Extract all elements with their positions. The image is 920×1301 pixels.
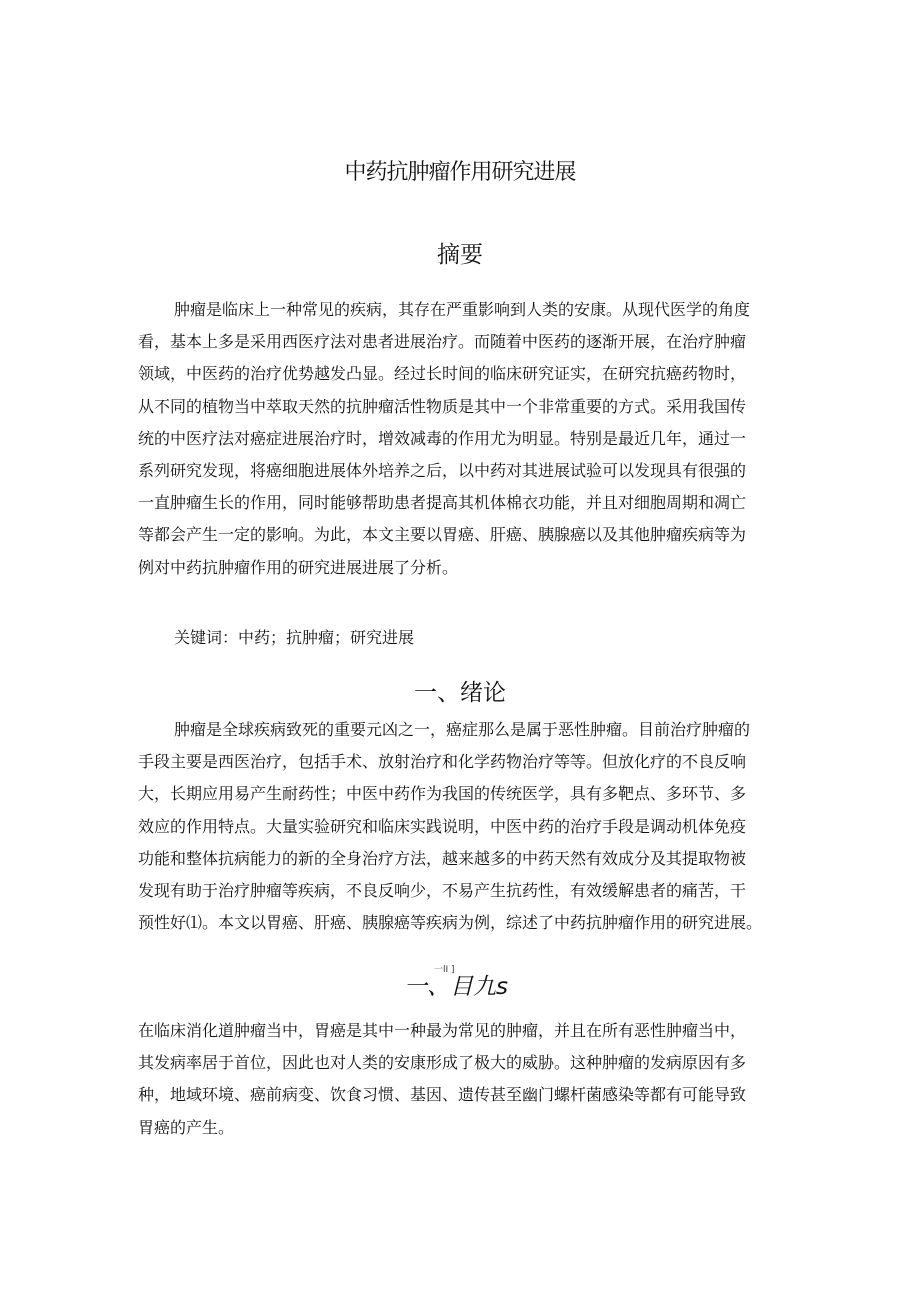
text-line: 种，地域环境、癌前病变、饮食习惯、基因、遗传甚至幽门螺杆菌感染等都有可能导致: [138, 1085, 747, 1105]
text-line: 功能和整体抗病能力的新的全身治疗方法，越来越多的中药天然有效成分及其提取物被: [138, 848, 747, 868]
text-line: 其发病率居于首位，因此也对人类的安康形成了极大的威胁。这种肿瘤的发病原因有多: [138, 1053, 747, 1073]
text-line: 一直肿瘤生长的作用，同时能够帮助患者提高其机体棉衣功能，并且对细胞周期和凋亡: [138, 493, 747, 513]
document-title: 中药抗肿瘤作用研究进展: [344, 160, 576, 185]
text-line: 在临床消化道肿瘤当中，胃癌是其中一种最为常见的肿瘤，并且在所有恶性肿瘤当中，: [138, 1021, 747, 1040]
text-line: 等都会产生一定的影响。为此，本文主要以胃癌、肝癌、胰腺癌以及其他肿瘤疾病等为: [138, 525, 747, 545]
text-line: 胃癌的产生。: [138, 1117, 235, 1137]
text-line: 手段主要是西医治疗，包括手术、放射治疗和化学药物治疗等等。但放化疗的不良反响: [138, 752, 747, 772]
abstract-heading: 摘要: [437, 242, 483, 268]
section-heading-text: 一、目九s: [404, 974, 508, 1000]
text-line: 系列研究发现，将癌细胞进展体外培养之后，以中药对其进展试验可以发现具有很强的: [138, 460, 747, 480]
section-heading-gastric-cancer: [404, 965, 508, 1001]
abstract-paragraph: [138, 294, 786, 584]
text-line: 领域，中医药的治疗优势越发凸显。经过长时间的临床研究证实，在研究抗癌药物时，: [138, 364, 747, 384]
text-line: 看，基本上多是采用西医疗法对患者进展治疗。而随着中医药的逐渐开展，在治疗肿瘤: [138, 332, 747, 352]
keywords-line: 关键词：中药；抗肿瘤；研究进展: [174, 628, 415, 647]
section-heading-introduction: 一、绪论: [414, 680, 506, 706]
text-line: 效应的作用特点。大量实验研究和临床实践说明，中医中药的治疗手段是调动机体免疫: [138, 816, 747, 836]
text-line: 从不同的植物当中萃取天然的抗肿瘤活性物质是其中一个非常重要的方式。采用我国传: [138, 396, 747, 416]
text-line: 预性好⑴。本文以胃癌、肝癌、胰腺癌等疾病为例，综述了中药抗肿瘤作用的研究进展。: [138, 913, 763, 933]
ocr-artifact: 一lI ]: [434, 965, 455, 975]
text-line: 肿瘤是全球疾病致死的重要元凶之一，癌症那么是属于恶性肿瘤。目前治疗肿瘤的: [174, 720, 751, 739]
text-line: 发现有助于治疗肿瘤等疾病，不良反响少，不易产生抗药性，有效缓解患者的痛苦，干: [138, 880, 747, 900]
text-line: 大，长期应用易产生耐药性；中医中药作为我国的传统医学，具有多靶点、多环节、多: [138, 784, 747, 804]
text-line: 统的中医疗法对癌症进展治疗时，增效减毒的作用尤为明显。特别是最近几年，通过一: [138, 428, 747, 448]
text-line: 肿瘤是临床上一种常见的疾病，其存在严重影响到人类的安康。从现代医学的角度: [174, 300, 751, 319]
text-line: 例对中药抗肿瘤作用的研究进展进展了分析。: [138, 557, 459, 577]
gastric-cancer-paragraph: [138, 1015, 786, 1144]
introduction-paragraph: [138, 714, 786, 939]
